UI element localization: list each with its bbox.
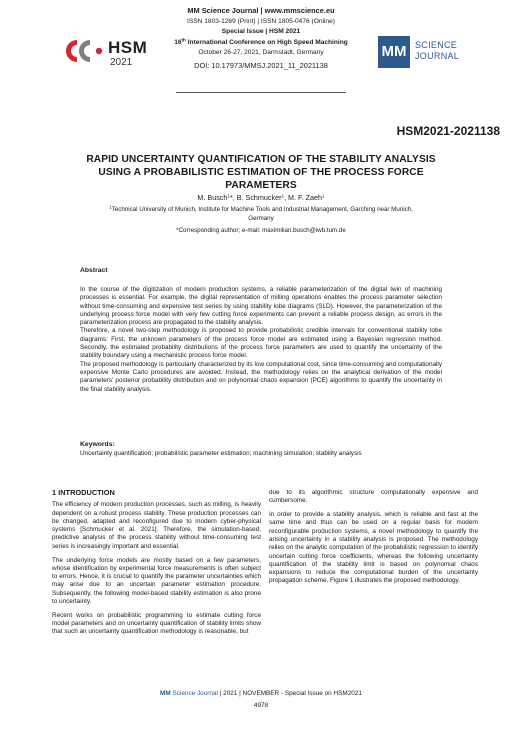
hsm-rings-icon	[64, 38, 104, 64]
corresponding-author: *Corresponding author; e-mail: maximilian.busch@iwb.tum.de	[176, 227, 346, 234]
special-issue-line: Special Issue | HSM 2021	[221, 28, 301, 35]
body-paragraph: The efficiency of modern production processes, such as milling, is heavily dependent on a robust process stability. These production processes can be changed, adapted and reconfigured due to modern cyber-physical systems [Schmucker et al. 2021]. Therefore, the simulation-based, predictive analysis of the process stability without time-consuming test series is increasingly important and essential.	[52, 501, 261, 550]
abstract-paragraph: Therefore, a novel two-step methodology is proposed to provide probabilistic credible intervals for conventional stability lobe diagrams: First, the unknown parameters of the process force model are estimated using a Bayesian regression method. Secondly, the estimated probability distributions of the process force parameters are used to quantify the uncertainty of the stability boundary using a mechanistic process force model.	[80, 327, 442, 360]
affiliation-number: 1	[109, 204, 112, 210]
conference-ordinal: 16	[174, 38, 182, 46]
authors	[60, 193, 462, 202]
conference-dates: October 26-27, 2021, Darmstadt, Germany	[198, 49, 324, 56]
conference-ordinal-suffix: th	[181, 37, 186, 42]
author-1-affil: 1	[227, 193, 230, 199]
hsm-logo-text: HSM	[108, 38, 148, 57]
title-line: USING A PROBABILISTIC ESTIMATION OF THE PROCESS FORCE	[98, 167, 424, 178]
issn-line: ISSN 1803-1269 (Print) | ISSN 1805-0476 (Online)	[187, 17, 335, 25]
page-number: 4978	[253, 702, 269, 709]
doi[interactable]: DOI: 10.17973/MMSJ.2021_11_2021138	[194, 60, 328, 70]
footer-issue: | 2021 | NOVEMBER - Special Issue on HSM2021	[217, 690, 362, 697]
affiliation	[92, 205, 430, 223]
author-1-star: *	[229, 193, 233, 202]
footer-science-journal: Science Journal	[170, 690, 218, 697]
body-paragraph: The underlying force models are mostly based on a few parameters, whose identification by experimental force measurements is often subject to errors. Hence, it is crucial to quantify the parameter uncertainties which may arise due to an uncertain parameter estimation procedure. Subsequently, the following model-based stability estimation is also prone to uncertainty.	[52, 556, 261, 606]
author-1: M. Busch	[197, 193, 228, 202]
journal-title: MM Science Journal | www.mmscience.eu	[187, 6, 335, 15]
page-footer	[0, 688, 522, 712]
author-2: , B. Schmucker	[232, 193, 282, 202]
author-3-affil: 1	[322, 193, 325, 199]
body-paragraph: Recent works on probabilistic programming to estimate cutting force model parameters and on uncertainty quantification of stability limits show that such an uncertainty quantification methodology is reasonable, but	[52, 611, 261, 636]
journal-header	[0, 0, 522, 100]
keywords-heading: Keywords:	[80, 441, 115, 448]
column-left	[52, 489, 261, 642]
footer-mm: MM	[160, 690, 171, 697]
abstract-paragraph: The proposed methodology is particularly characterized by its low computational cost, since time-consuming and computationally expensive Monte Carlo procedures are avoided. Instead, the methodology relies on the analytical derivation of the model parameters' posterior probability distribution and on polynomial chaos expansion (PCE) algorithms to quantify the uncertainty in the final stability analysis.	[80, 360, 442, 393]
hsm-logo-year: 2021	[110, 57, 133, 68]
body-paragraph: due to its algorithmic structure computationally expensive and cumbersome.	[269, 489, 478, 505]
title-line: PARAMETERS	[225, 180, 297, 191]
conference-name: International Conference on High Speed Machining	[185, 38, 348, 46]
paper-title	[60, 153, 462, 192]
footer-journal-line	[0, 688, 522, 700]
column-right	[269, 489, 478, 591]
mm-science-journal-logo	[378, 36, 468, 70]
mm-logo-word-journal: JOURNAL	[415, 51, 460, 61]
mm-logo-words	[415, 40, 459, 62]
abstract-paragraph: In the course of the digitization of modern production systems, a reliable parameterization of the digital twin of machining processes is essential. For example, the digital representation of milling operations enables the process parameter selection without time-consuming and expensive test series by using stability lobe diagrams (SLD). However, the parameterization of the underlying process force model with very few cutting force experiments can prevent a reliable process design, as errors in the parameterization process are propagated to the stability analysis.	[80, 286, 442, 327]
conference-line	[150, 38, 372, 49]
affiliation-line-1: Technical University of Munich, Institute for Machine Tools and Industrial Management, Garching near Munich,	[111, 206, 413, 213]
affiliation-line-2: Germany	[248, 215, 274, 222]
hsm-2021-logo	[64, 34, 148, 70]
paper-id: HSM2021-2021138	[396, 124, 500, 138]
body-paragraph: In order to provide a stability analysis, which is reliable and fast at the same time and thus can be used on a regular basis for modern reconfigurable production systems, a novel methodology to quantify the arising uncertainty in a stability analysis is proposed. The methodology relies on the analytic computation of the probabilistic regression to identify uncertain cutting force coefficients, whereas the following uncertainty quantification of the stability limit is based on polynomial chaos expansions to reduce the computational burden of the uncertainty propagation scheme. Figure 1 illustrates the proposed methodology.	[269, 511, 478, 585]
author-3: , M. F. Zaeh	[284, 193, 323, 202]
title-line: RAPID UNCERTAINTY QUANTIFICATION OF THE STABILITY ANALYSIS	[86, 154, 436, 165]
author-2-affil: 1	[281, 193, 285, 199]
mm-logo-word-science: SCIENCE	[415, 40, 458, 50]
abstract-heading: Abstract	[80, 267, 108, 274]
keywords-text: Uncertainty quantification; probabilistic parameter estimation; machining simulation; stability analysis	[80, 450, 362, 457]
abstract-body	[80, 286, 442, 394]
journal-info	[150, 6, 372, 71]
header-divider	[176, 92, 346, 93]
section-heading-introduction: 1 INTRODUCTION	[52, 488, 115, 497]
mm-logo-box: MM	[378, 36, 410, 68]
